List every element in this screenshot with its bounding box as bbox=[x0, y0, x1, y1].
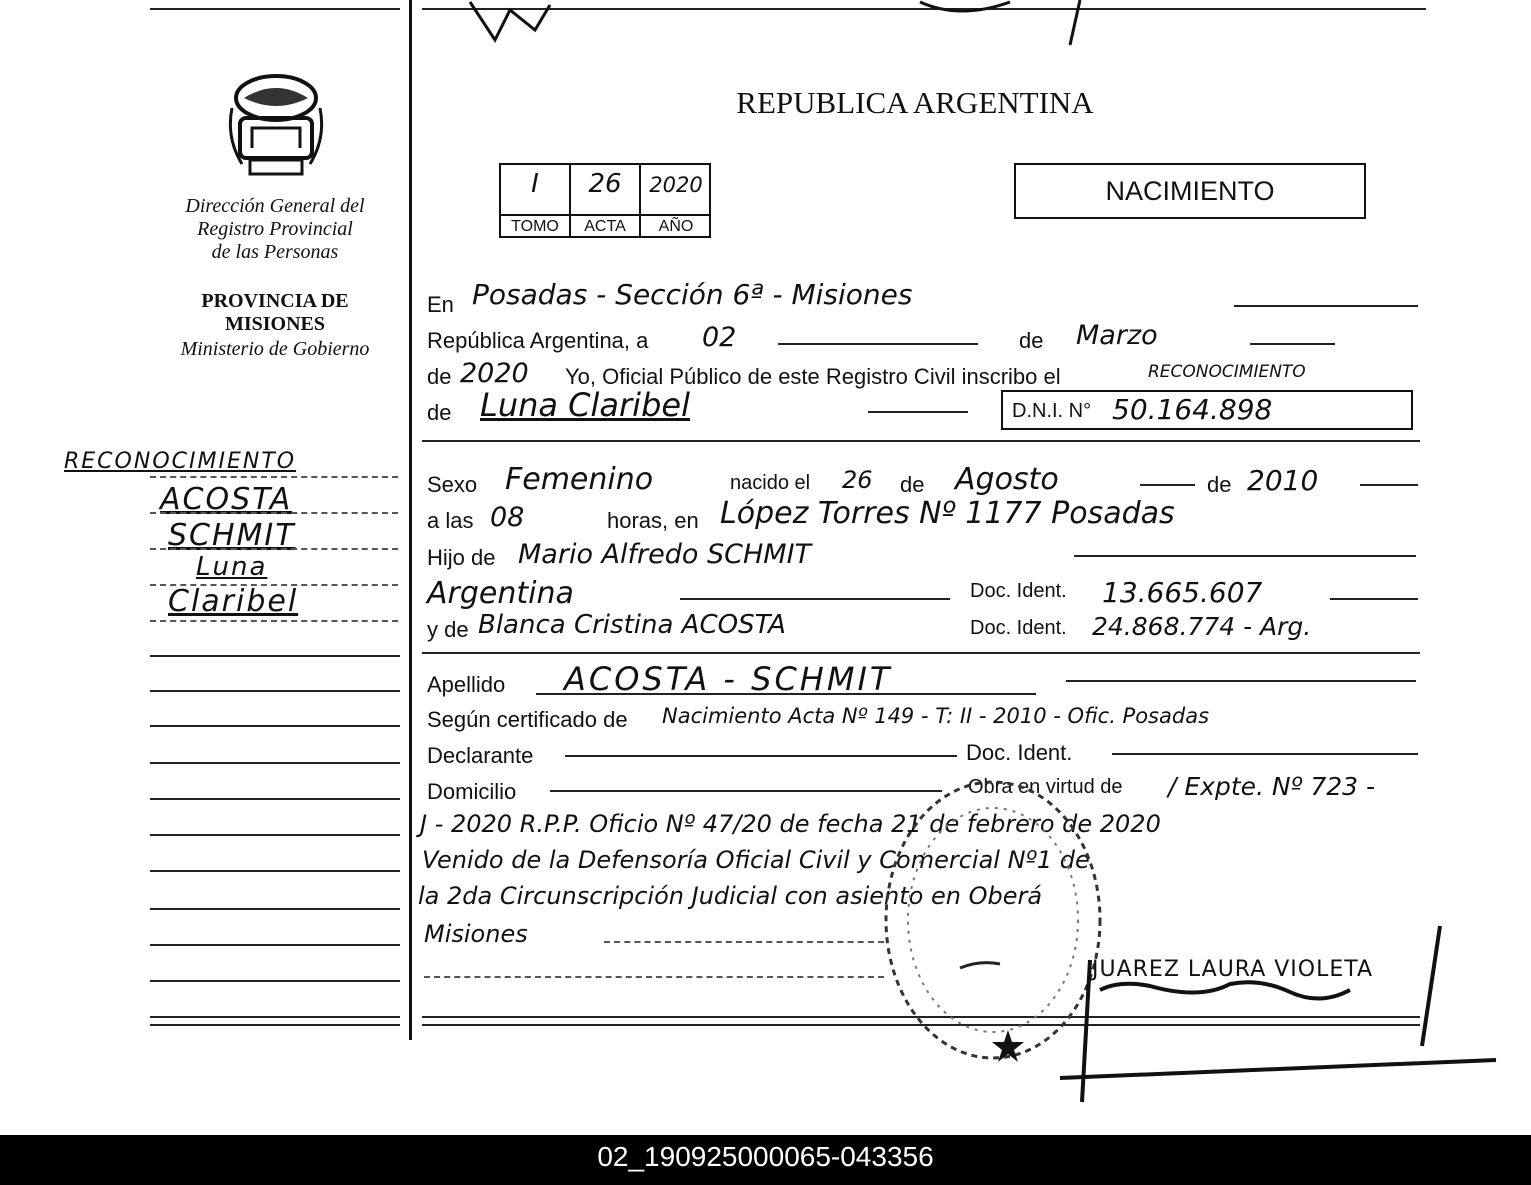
margin-line bbox=[150, 548, 398, 550]
sex-value: Femenino bbox=[505, 462, 654, 497]
birth-de-label: de bbox=[900, 472, 925, 497]
anio-cell bbox=[641, 165, 711, 238]
fill-line bbox=[1066, 680, 1416, 682]
mother-doc-value: 24.868.774 - Arg. bbox=[1092, 612, 1312, 641]
month-value: Marzo bbox=[1076, 320, 1158, 351]
birth-day-value: 26 bbox=[842, 466, 873, 494]
year-value: 2020 bbox=[460, 358, 529, 389]
born-label: nacido el bbox=[730, 472, 811, 494]
margin-line bbox=[150, 1016, 400, 1018]
fill-line bbox=[1074, 555, 1416, 557]
margin-line bbox=[150, 690, 400, 692]
fill-line bbox=[680, 598, 950, 600]
father-nationality-value: Argentina bbox=[427, 576, 574, 611]
margin-line bbox=[150, 655, 400, 657]
place-value: Posadas - Sección 6ª - Misiones bbox=[472, 278, 913, 311]
tomo-label: TOMO bbox=[501, 214, 569, 238]
father-value: Mario Alfredo SCHMIT bbox=[518, 539, 812, 570]
fill-line bbox=[868, 411, 968, 413]
declarant-doc-label: Doc. Ident. bbox=[966, 740, 1073, 765]
margin-line bbox=[150, 944, 400, 946]
anio-label: AÑO bbox=[641, 214, 711, 238]
father-doc-label: Doc. Ident. bbox=[970, 580, 1067, 602]
dni-value: 50.164.898 bbox=[1112, 393, 1273, 426]
record-type-box: NACIMIENTO bbox=[1014, 163, 1366, 219]
agency-line-3: de las Personas bbox=[211, 241, 339, 263]
certificate-value: Nacimiento Acta Nº 149 - T: II - 2010 - Ofic. Posadas bbox=[662, 704, 1210, 728]
agency-line-1: Dirección General del bbox=[185, 195, 365, 217]
note-line-4: la 2da Circunscripción Judicial con asiento en Oberá bbox=[418, 882, 1043, 910]
fill-line bbox=[1140, 484, 1195, 486]
hours-label: horas, en bbox=[607, 508, 699, 533]
sidebar-top-rule bbox=[150, 8, 400, 10]
margin-annotation-name-1: Luna bbox=[196, 552, 268, 582]
tomo-value: I bbox=[531, 169, 539, 199]
margin-annotation-name-2: Claribel bbox=[168, 584, 299, 619]
margin-line bbox=[150, 980, 400, 982]
acta-label: ACTA bbox=[571, 214, 639, 238]
signature-name-stamp: JUAREZ LAURA VIOLETA bbox=[1092, 957, 1374, 982]
ministry-name: Ministerio de Gobierno bbox=[180, 338, 370, 360]
day-value: 02 bbox=[702, 322, 737, 353]
margin-line bbox=[150, 476, 398, 478]
margin-line bbox=[150, 1024, 400, 1026]
father-label: Hijo de bbox=[427, 545, 496, 570]
margin-line bbox=[150, 725, 400, 727]
month-de-label: de bbox=[1019, 328, 1044, 353]
province-name bbox=[150, 290, 400, 336]
note-line-1: / Expte. Nº 723 - bbox=[1168, 772, 1376, 801]
acta-value: 26 bbox=[588, 169, 622, 199]
certificate-label: Según certificado de bbox=[427, 707, 628, 732]
margin-annotation-surname-1: ACOSTA bbox=[160, 482, 293, 517]
note-line-3: Venido de la Defensoría Oficial Civil y Comercial Nº1 de bbox=[422, 846, 1090, 874]
margin-line bbox=[150, 512, 398, 514]
surname-label: Apellido bbox=[427, 672, 506, 697]
margin-line bbox=[150, 762, 400, 764]
statement-text: Yo, Oficial Público de este Registro Civil inscribo el bbox=[565, 364, 1061, 389]
surname-value: ACOSTA - SCHMIT bbox=[564, 660, 893, 698]
file-id-footer: 02_190925000065-043356 bbox=[0, 1135, 1531, 1185]
birth-place-value: López Torres Nº 1177 Posadas bbox=[720, 496, 1175, 531]
agency-name bbox=[150, 195, 400, 264]
birth-de2-label: de bbox=[1207, 472, 1232, 497]
en-label: En bbox=[427, 292, 454, 317]
country-title: REPUBLICA ARGENTINA bbox=[736, 85, 1094, 120]
fill-line bbox=[778, 343, 978, 345]
mother-label: y de bbox=[427, 617, 469, 642]
dni-label: D.N.I. N° bbox=[1012, 400, 1092, 422]
fill-line bbox=[1250, 343, 1335, 345]
fill-line bbox=[1330, 598, 1418, 600]
coat-of-arms-emblem bbox=[222, 68, 330, 180]
act-type-value: RECONOCIMIENTO bbox=[1148, 362, 1306, 382]
year-de-label: de bbox=[427, 364, 452, 389]
section-rule bbox=[422, 440, 1420, 442]
sex-label: Sexo bbox=[427, 472, 478, 497]
fill-line bbox=[565, 755, 957, 757]
child-name-value: Luna Claribel bbox=[480, 386, 690, 424]
country-date-label: República Argentina, a bbox=[427, 328, 649, 353]
fill-line bbox=[1234, 305, 1418, 307]
acts-label: Obra en virtud de bbox=[968, 776, 1123, 798]
province-line-2: MISIONES bbox=[224, 313, 326, 335]
margin-line bbox=[150, 870, 400, 872]
margin-line bbox=[150, 798, 400, 800]
birth-time-value: 08 bbox=[490, 502, 525, 533]
acta-cell bbox=[571, 165, 641, 238]
margin-line bbox=[150, 584, 398, 586]
fill-line bbox=[1112, 753, 1418, 755]
handwritten-signature bbox=[1060, 920, 1505, 1110]
anio-value: 2020 bbox=[649, 173, 703, 197]
agency-line-2: Registro Provincial bbox=[197, 218, 353, 240]
fill-line bbox=[604, 941, 884, 943]
top-signature-remnant bbox=[440, 0, 1120, 50]
birth-month-value: Agosto bbox=[955, 462, 1059, 497]
volume-record-year-box bbox=[499, 163, 711, 238]
province-line-1: PROVINCIA DE bbox=[201, 290, 349, 312]
margin-annotation-act: RECONOCIMIENTO bbox=[64, 449, 297, 474]
fill-line bbox=[424, 976, 884, 978]
margin-annotation-surname-2: SCHMIT bbox=[168, 518, 296, 553]
margin-line bbox=[150, 834, 400, 836]
birth-year-value: 2010 bbox=[1247, 464, 1319, 497]
time-label: a las bbox=[427, 508, 474, 533]
declarant-label: Declarante bbox=[427, 743, 534, 768]
mother-value: Blanca Cristina ACOSTA bbox=[478, 610, 786, 640]
fill-line bbox=[1360, 484, 1418, 486]
margin-line bbox=[150, 620, 398, 622]
margin-line bbox=[150, 908, 400, 910]
father-doc-value: 13.665.607 bbox=[1102, 576, 1263, 609]
section-rule bbox=[422, 652, 1420, 654]
note-line-2: J - 2020 R.P.P. Oficio Nº 47/20 de fecha 21 de febrero de 2020 bbox=[420, 810, 1161, 838]
note-line-5: Misiones bbox=[424, 920, 528, 948]
tomo-cell bbox=[501, 165, 571, 238]
child-de-label: de bbox=[427, 400, 452, 425]
fill-line bbox=[536, 693, 1036, 695]
mother-doc-label: Doc. Ident. bbox=[970, 617, 1067, 639]
margin-divider bbox=[409, 0, 412, 1040]
domicile-label: Domicilio bbox=[427, 779, 517, 804]
